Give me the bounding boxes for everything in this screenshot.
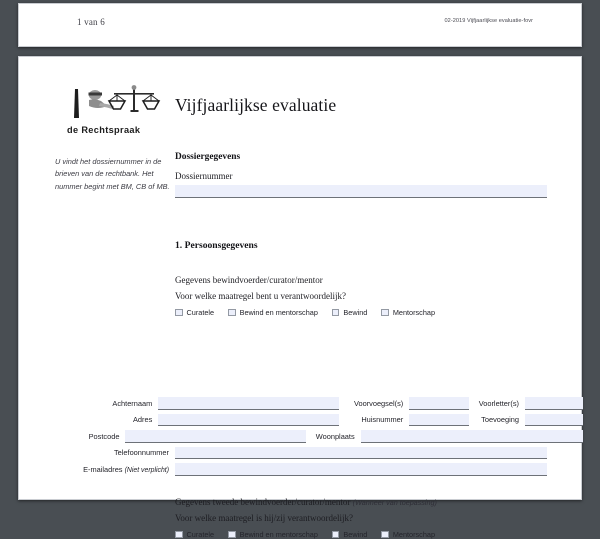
label-adres: Adres	[132, 415, 153, 425]
input-voorvoegsels[interactable]	[409, 397, 469, 410]
section-1-subject-label: Gegevens bewindvoerder/curator/mentor	[175, 275, 323, 285]
input-voorletters[interactable]	[525, 397, 583, 410]
label-toevoeging: Toevoeging	[481, 415, 519, 425]
checkbox-box-icon[interactable]	[175, 309, 183, 317]
checkbox-label: Bewind	[343, 308, 368, 317]
rechtspraak-logo	[67, 84, 175, 135]
field-row-adres	[19, 412, 583, 429]
section-2-subject-label	[175, 497, 547, 507]
input-huisnummer[interactable]	[409, 414, 469, 427]
page-indicator: 1 van 6	[77, 17, 105, 27]
label-voorletters: Voorletter(s)	[478, 398, 519, 408]
page-title: Vijfjaarlijkse evaluatie	[175, 95, 337, 115]
section-1-checkbox-group	[175, 308, 547, 317]
input-toevoeging[interactable]	[525, 414, 583, 427]
checkbox-label: Mentorschap	[392, 308, 436, 317]
input-woonplaats[interactable]	[361, 430, 583, 443]
checkbox-box-icon[interactable]	[228, 531, 236, 539]
checkbox-box-icon[interactable]	[381, 309, 389, 317]
checkbox-box-icon[interactable]	[175, 531, 183, 539]
label-achternaam: Achternaam	[112, 398, 153, 408]
side-note: U vindt het dossiernummer in de brieven van de rechtbank. Het nummer begint met BM, CB of MB.	[55, 157, 170, 191]
running-header	[19, 17, 581, 31]
checkbox2-mentorschap[interactable]	[381, 530, 435, 539]
field-row-postcode	[19, 428, 583, 445]
label-woonplaats: Woonplaats	[315, 431, 355, 441]
label-emailadres	[19, 465, 175, 474]
checkbox-bewind-en-mentorschap[interactable]	[228, 308, 318, 317]
label-emailadres-qualifier: (Niet verplicht)	[124, 466, 169, 474]
field-row-achternaam	[19, 395, 583, 412]
checkbox-bewind[interactable]	[332, 308, 367, 317]
checkbox2-bewind-en-mentorschap[interactable]	[228, 530, 318, 539]
pdf-page-1	[18, 3, 582, 47]
label-postcode: Postcode	[88, 431, 120, 441]
checkbox2-curatele[interactable]	[175, 530, 214, 539]
checkbox-label: Curatele	[186, 530, 215, 539]
checkbox-box-icon[interactable]	[332, 309, 340, 317]
section-1-title: 1. Persoonsgegevens	[175, 240, 258, 251]
label-huisnummer: Huisnummer	[361, 415, 404, 425]
label-telefoonnummer: Telefoonnummer	[113, 448, 169, 458]
pdf-page-2	[18, 56, 582, 539]
form-code: 02-2019 Vijfjaarlijkse evaluatie-fovr	[444, 18, 533, 24]
input-postcode[interactable]	[125, 430, 306, 443]
field-row-emailadres	[19, 461, 583, 478]
checkbox-label: Curatele	[186, 308, 215, 317]
checkbox-box-icon[interactable]	[381, 531, 389, 539]
checkbox-box-icon[interactable]	[332, 531, 340, 539]
section-2-checkbox-group	[175, 530, 547, 539]
field-row-telefoonnummer	[19, 445, 583, 462]
label-voorvoegsels: Voorvoegsel(s)	[353, 398, 404, 408]
section-2	[175, 497, 547, 539]
input-adres[interactable]	[158, 414, 339, 427]
section-2-question: Voor welke maatregel is hij/zij verantwoordelijk?	[175, 513, 354, 523]
checkbox-curatele[interactable]	[175, 308, 214, 317]
input-achternaam[interactable]	[158, 397, 339, 410]
checkbox2-bewind[interactable]	[332, 530, 367, 539]
dossier-heading: Dossiergegevens	[175, 152, 241, 162]
address-field-grid	[19, 395, 583, 478]
input-emailadres[interactable]	[175, 463, 547, 476]
checkbox-label: Bewind en mentorschap	[239, 308, 318, 317]
checkbox-mentorschap[interactable]	[381, 308, 435, 317]
checkbox-label: Bewind	[343, 530, 368, 539]
logo-wordmark: de Rechtspraak	[67, 125, 141, 135]
section-2-subject-text: Gegevens tweede bewindvoerder/curator/mentor	[175, 497, 351, 507]
scales-of-justice-icon	[67, 84, 163, 124]
section-2-subject-qualifier: (Wanneer van toepassing)	[352, 498, 437, 507]
form-body	[175, 152, 547, 317]
dossiernummer-input[interactable]	[175, 185, 547, 198]
section-1-question: Voor welke maatregel bent u verantwoordelijk?	[175, 291, 347, 301]
checkbox-label: Bewind en mentorschap	[239, 530, 318, 539]
dossiernummer-label: Dossiernummer	[175, 171, 233, 181]
label-emailadres-text: E-mailadres	[83, 464, 123, 474]
checkbox-label: Mentorschap	[392, 530, 436, 539]
checkbox-box-icon[interactable]	[228, 309, 236, 317]
input-telefoonnummer[interactable]	[175, 447, 547, 460]
